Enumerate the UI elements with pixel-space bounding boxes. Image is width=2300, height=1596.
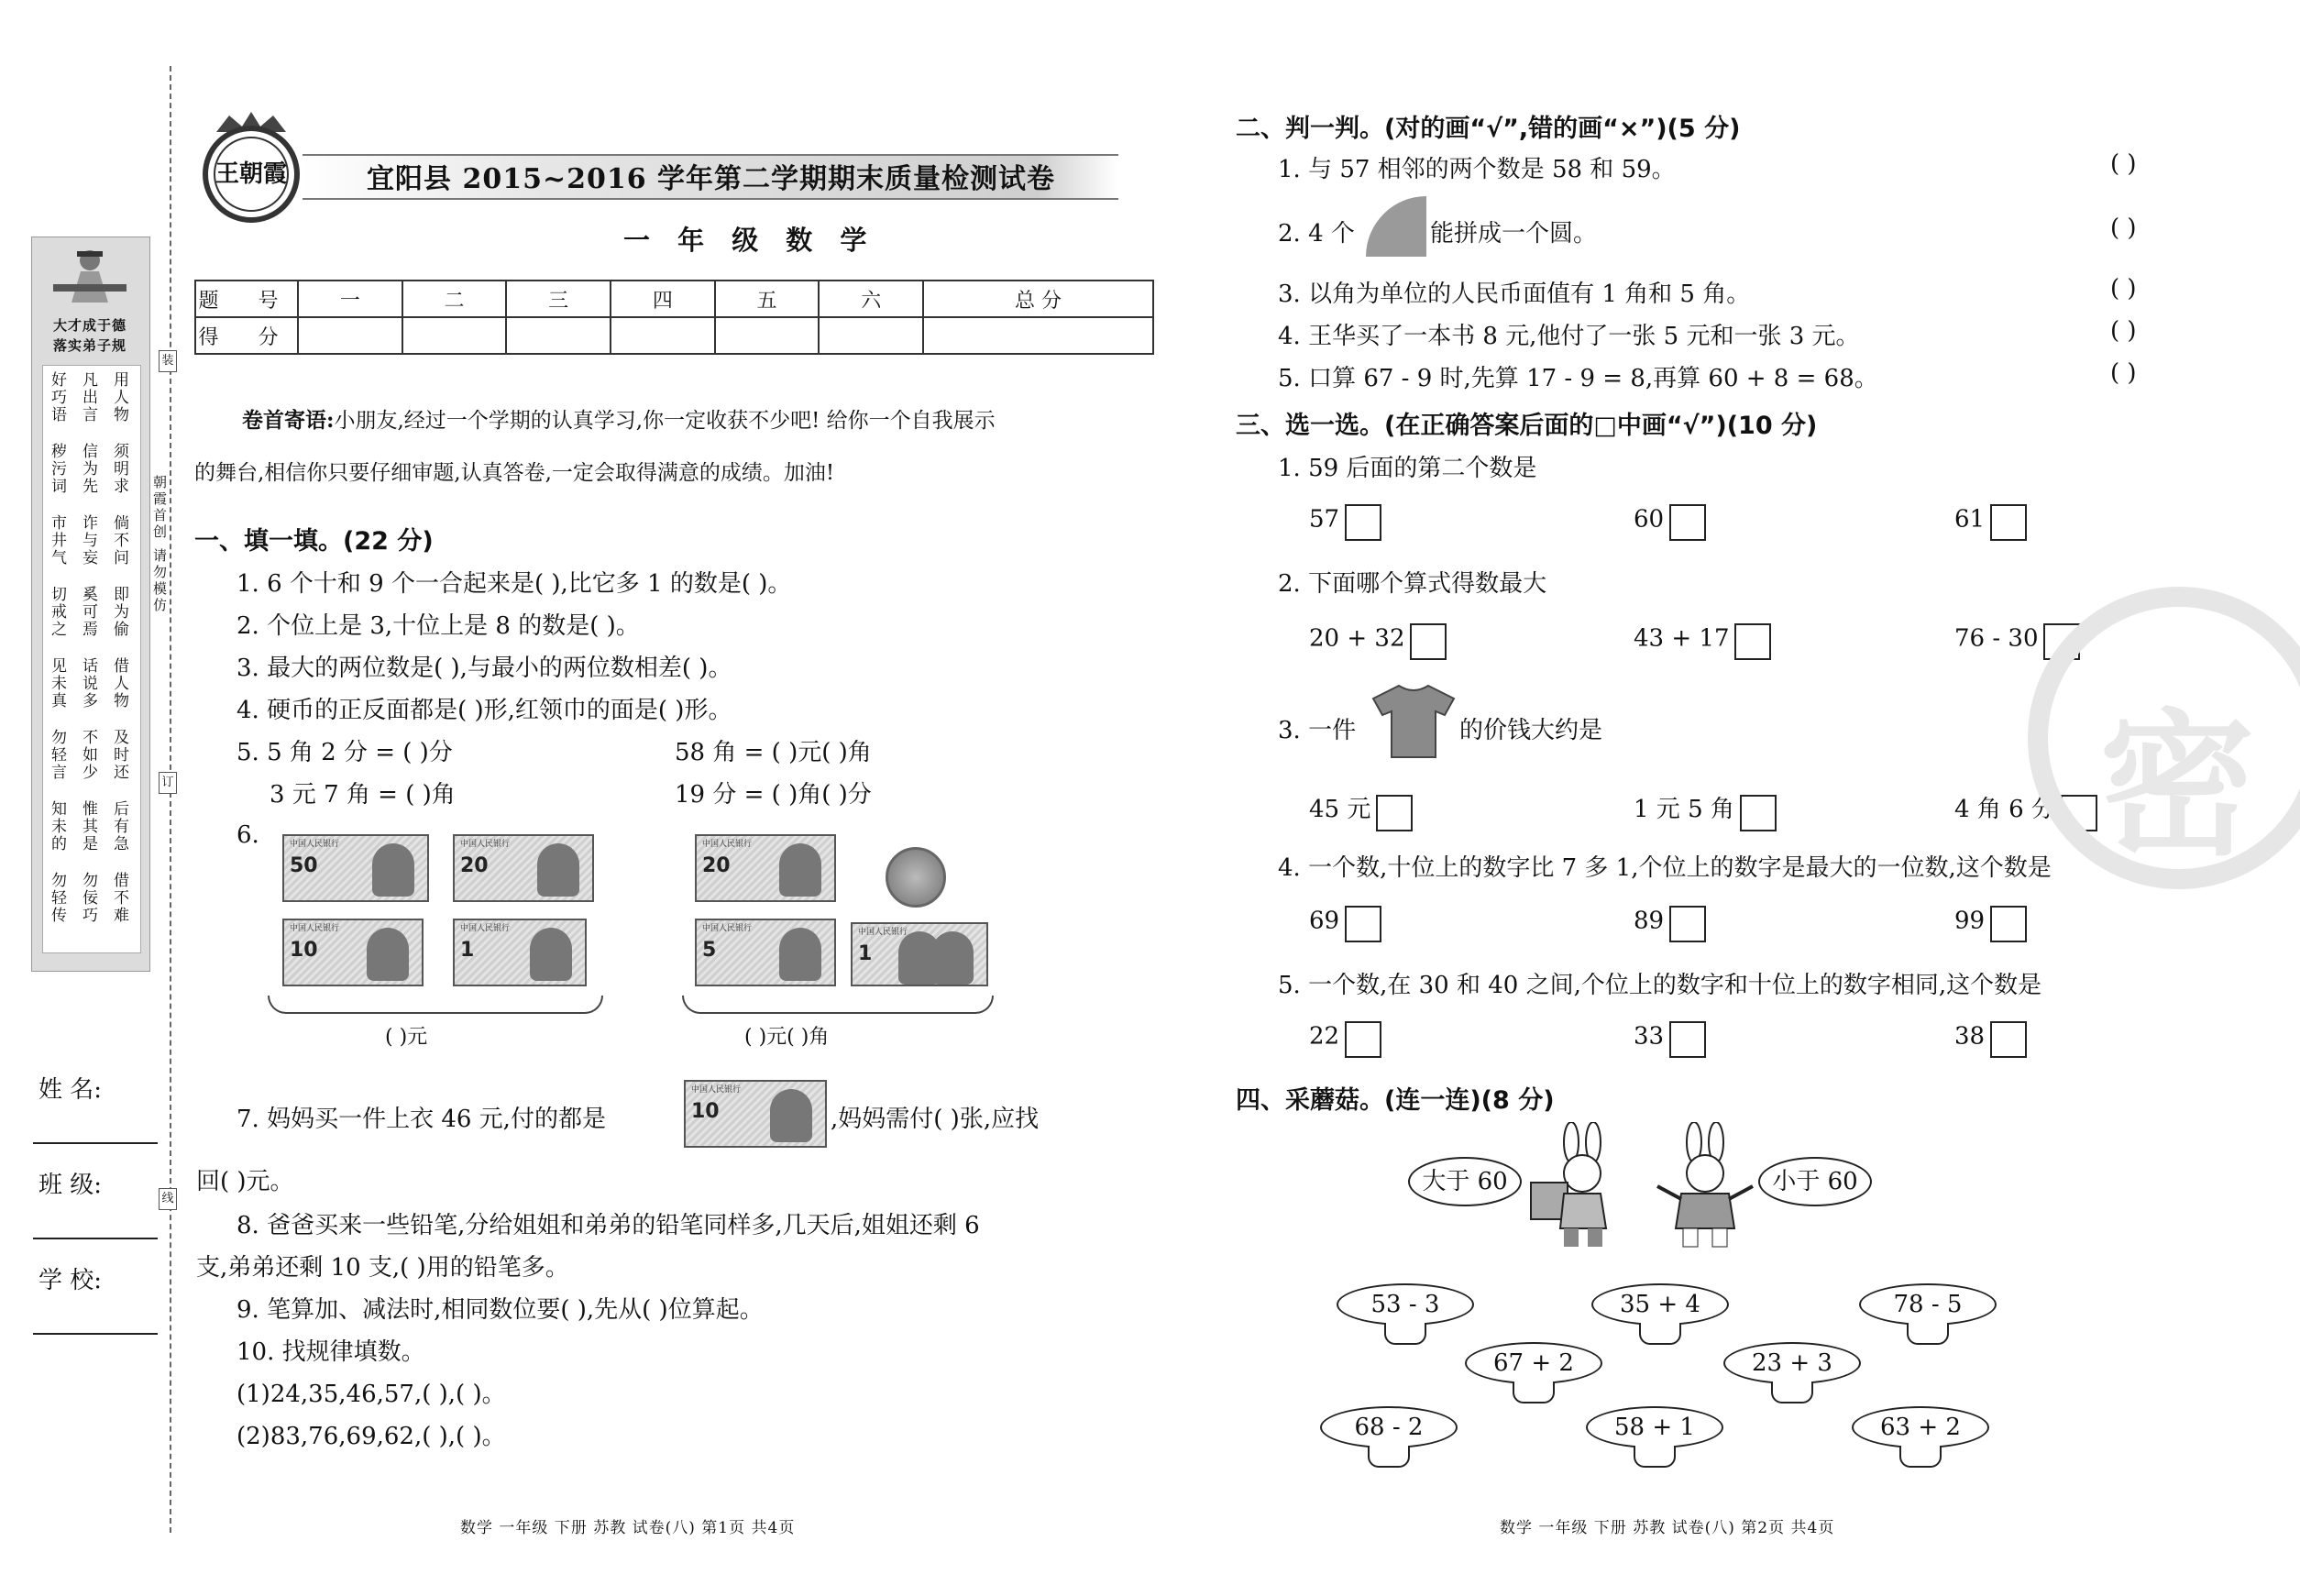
s1-question-7-line2: 回( )元。 (196, 1168, 294, 1195)
sidebar-proverb-column: 勿轻言 (48, 729, 66, 781)
mushroom-item[interactable]: 67 + 2 (1465, 1342, 1602, 1406)
mushroom-item[interactable]: 68 - 2 (1320, 1406, 1458, 1470)
footer-page-1: 数学 一年级 下册 苏教 试卷(八) 第1页 共4页 (460, 1519, 796, 1537)
label-less-than-60: 小于 60 (1758, 1157, 1872, 1206)
sidebar-proverb-column: 用人物 (110, 371, 128, 424)
s3-q3-option: 1 元 5 角 (1634, 790, 1777, 831)
s3-question-3a: 3. 一件 (1278, 717, 1357, 744)
s3-q5-option: 22 (1309, 1021, 1381, 1058)
tshirt-icon (1371, 682, 1456, 759)
quarter-circle-icon (1362, 193, 1428, 259)
s2-question-1: 1. 与 57 相邻的两个数是 58 和 59。 (1278, 156, 1676, 183)
sidebar-proverbs (42, 365, 141, 953)
s1-question-6-number: 6. (237, 821, 259, 849)
s1-question-8-line2: 支,弟弟还剩 10 支,( )用的铅笔多。 (196, 1254, 569, 1282)
sidebar-proverb-column: 须明求 (110, 443, 128, 495)
score-cell[interactable] (819, 317, 923, 354)
score-cell[interactable] (923, 317, 1153, 354)
sidebar-proverb-column: 凡出言 (79, 371, 97, 424)
s1-question-5b: 58 角 = ( )元( )角 (675, 739, 872, 766)
score-cell[interactable] (611, 317, 715, 354)
sidebar-proverb-column: 知未的 (48, 800, 66, 853)
mushroom-item[interactable]: 53 - 3 (1337, 1283, 1474, 1348)
preface-line-1 (242, 403, 996, 434)
class-field[interactable] (33, 1238, 158, 1239)
score-table-header: 四 (611, 281, 715, 317)
mushroom-item[interactable]: 63 + 2 (1852, 1406, 1989, 1470)
sidebar-proverb-column: 勿佞巧 (79, 872, 97, 924)
sidebar-proverb-column: 勿轻传 (48, 872, 66, 924)
s1-question-7-part2: ,妈妈需付( )张,应找 (831, 1106, 1040, 1133)
banknote-image: 中国人民银行 5 (695, 919, 836, 986)
s3-q2-option: 43 + 17 (1634, 623, 1771, 660)
s2-question-5: 5. 口算 67 - 9 时,先算 17 - 9 = 8,再算 60 + 8 = 68。 (1278, 365, 1878, 392)
sidebar-proverb-column: 惟其是 (79, 800, 97, 853)
s3-question-1: 1. 59 后面的第二个数是 (1278, 455, 1537, 482)
banknote-image: 中国人民银行 20 (453, 834, 594, 902)
checkbox[interactable] (1734, 623, 1771, 660)
s3-q4-option: 89 (1634, 906, 1706, 942)
s3-q3-option: 45 元 (1309, 790, 1413, 831)
score-table-header: 三 (506, 281, 611, 317)
mushroom-item[interactable]: 78 - 5 (1859, 1283, 1997, 1348)
score-cell[interactable] (715, 317, 820, 354)
score-table (194, 280, 1154, 355)
bind-mark: 订 (159, 772, 177, 794)
s2-question-3: 3. 以角为单位的人民币面值有 1 角和 5 角。 (1278, 281, 1751, 308)
coin-image (886, 847, 946, 908)
publisher-logo (196, 106, 306, 226)
sidebar-proverb-column: 不如少 (79, 729, 97, 781)
s1-question-9: 9. 笔算加、减法时,相同数位要( ),先从( )位算起。 (237, 1296, 764, 1324)
score-cell[interactable] (402, 317, 507, 354)
checkbox[interactable] (1990, 1021, 2027, 1058)
logo-text: 王朝霞 (215, 160, 288, 188)
s1-question-3: 3. 最大的两位数是( ),与最小的两位数相差( )。 (237, 655, 732, 682)
s1-question-2: 2. 个位上是 3,十位上是 8 的数是( )。 (237, 612, 640, 640)
footer-page-2: 数学 一年级 下册 苏教 试卷(八) 第2页 共4页 (1500, 1519, 1835, 1537)
preface-label: 卷首寄语: (242, 408, 335, 433)
s2-question-2a: 2. 4 个 (1278, 220, 1355, 248)
sidebar-proverb-column: 借人物 (110, 657, 128, 710)
s3-q4-option: 99 (1954, 906, 2027, 942)
answer-paren[interactable]: ( ) (2110, 317, 2137, 345)
school-label: 学 校: (39, 1267, 103, 1294)
mushroom-item[interactable]: 58 + 1 (1586, 1406, 1723, 1470)
score-row-label: 得 分 (195, 317, 298, 354)
sidebar-motto-1: 大才成于德 (52, 317, 127, 334)
s3-q1-option: 60 (1634, 504, 1706, 541)
section-2-title: 二、判一判。(对的画“√”,错的画“×”)(5 分) (1236, 115, 1741, 143)
preface-text-2: 的舞台,相信你只要仔细审题,认真答卷,一定会取得满意的成绩。加油! (194, 461, 835, 485)
score-table-header: 总 分 (923, 281, 1153, 317)
sidebar-proverb-column: 后有急 (110, 800, 128, 853)
sidebar-proverb-column: 好巧语 (48, 371, 66, 424)
sidebar-proverb-column: 借不难 (110, 872, 128, 924)
checkbox[interactable] (1990, 906, 2027, 942)
checkbox[interactable] (1669, 1021, 1706, 1058)
sidebar-proverb-column: 秽污词 (48, 443, 66, 495)
sidebar-proverb-column: 诈与妄 (79, 514, 97, 567)
rabbit-icon (1650, 1122, 1760, 1250)
answer-paren[interactable]: ( ) (2110, 150, 2137, 178)
sidebar-proverb-column: 奚可焉 (79, 586, 97, 638)
rabbit-with-basket-icon (1527, 1122, 1637, 1250)
banknote-image: 中国人民银行 1 (453, 919, 587, 986)
label-greater-than-60: 大于 60 (1408, 1157, 1522, 1206)
logo-emblem-icon (196, 106, 306, 226)
s1-question-5d: 19 分 = ( )角( )分 (675, 781, 872, 809)
s1-question-1: 1. 6 个十和 9 个一合起来是( ),比它多 1 的数是( )。 (237, 570, 792, 598)
score-cell[interactable] (298, 317, 402, 354)
s3-q1-option: 57 (1309, 504, 1381, 541)
brace-icon (268, 996, 603, 1014)
score-table-header: 二 (402, 281, 507, 317)
brace-icon (682, 996, 994, 1014)
checkbox[interactable] (1740, 795, 1777, 831)
s3-q5-option: 38 (1954, 1021, 2027, 1058)
section-4-title: 四、采蘑菇。(连一连)(8 分) (1236, 1086, 1555, 1115)
s3-q4-option: 69 (1309, 906, 1381, 942)
s1-question-5a: 5. 5 角 2 分 = ( )分 (237, 739, 453, 766)
sidebar-proverb-column: 信为先 (79, 443, 97, 495)
s3-q3-option: 4 角 6 分 (1954, 790, 2097, 831)
answer-paren[interactable]: ( ) (2110, 275, 2137, 303)
s2-question-2b: 能拼成一个圆。 (1430, 220, 1598, 248)
checkbox[interactable] (1376, 795, 1413, 831)
checkbox[interactable] (1669, 504, 1706, 541)
checkbox[interactable] (1990, 504, 2027, 541)
checkbox[interactable] (1410, 623, 1447, 660)
vertical-note: 朝霞首创 请勿模仿 (151, 475, 168, 614)
score-cell[interactable] (506, 317, 611, 354)
school-field[interactable] (33, 1333, 158, 1335)
sidebar-proverb-column: 话说多 (79, 657, 97, 710)
s1-question-10-2: (2)83,76,69,62,( ),( )。 (237, 1423, 506, 1450)
exam-subtitle: 一 年 级 数 学 (623, 225, 876, 256)
score-table-header-row (195, 281, 1153, 317)
s3-question-5: 5. 一个数,在 30 和 40 之间,个位上的数字和十位上的数字相同,这个数是 (1278, 972, 2042, 999)
bind-mark: 线 (159, 1188, 177, 1210)
checkbox[interactable] (1345, 1021, 1381, 1058)
bind-mark: 装 (159, 350, 177, 372)
s1-question-4: 4. 硬币的正反面都是( )形,红领巾的面是( )形。 (237, 697, 732, 724)
score-table-header: 五 (715, 281, 820, 317)
mushroom-item[interactable]: 23 + 3 (1723, 1342, 1861, 1406)
s3-q1-option: 61 (1954, 504, 2027, 541)
checkbox[interactable] (1345, 504, 1381, 541)
sidebar-motto-2: 落实弟子规 (52, 337, 127, 354)
banknote-image: 中国人民银行 20 (695, 834, 836, 902)
s1-question-8-line1: 8. 爸爸买来一些铅笔,分给姐姐和弟弟的铅笔同样多,几天后,姐姐还剩 6 (237, 1212, 980, 1239)
answer-paren[interactable]: ( ) (2110, 215, 2137, 242)
s1-q6-answer-right: ( )元( )角 (744, 1026, 830, 1049)
seal-glyph: 密 (2099, 696, 2256, 877)
banknote-image: 中国人民银行 10 (684, 1080, 827, 1148)
preface-text-1: 小朋友,经过一个学期的认真学习,你一定收获不少吧! 给你一个自我展示 (334, 409, 996, 433)
s2-question-4: 4. 王华买了一本书 8 元,他付了一张 5 元和一张 3 元。 (1278, 323, 1860, 350)
banknote-image: 中国人民银行 50 (282, 834, 429, 902)
s3-q2-option: 20 + 32 (1309, 623, 1447, 660)
section-1-title: 一、填一填。(22 分) (194, 527, 434, 556)
name-label: 姓 名: (39, 1076, 103, 1104)
sidebar-proverb-column: 倘不问 (110, 514, 128, 567)
score-table-score-row (195, 317, 1153, 354)
banknote-image: 中国人民银行 1 (851, 922, 988, 986)
s3-question-2: 2. 下面哪个算式得数最大 (1278, 570, 1547, 598)
s1-question-7-part1: 7. 妈妈买一件上衣 46 元,付的都是 (237, 1106, 606, 1133)
s1-q6-answer-left: ( )元 (385, 1026, 428, 1049)
s3-question-3b: 的价钱大约是 (1459, 717, 1603, 744)
scholar-illustration-icon (44, 248, 136, 304)
sidebar-proverb-column: 即为偷 (110, 586, 128, 638)
class-label: 班 级: (39, 1172, 103, 1199)
s3-q5-option: 33 (1634, 1021, 1706, 1058)
checkbox[interactable] (1669, 906, 1706, 942)
binding-line (170, 66, 171, 1533)
sidebar-proverb-column: 切戒之 (48, 586, 66, 638)
sidebar-proverb-column: 市井气 (48, 514, 66, 567)
checkbox[interactable] (1345, 906, 1381, 942)
section-3-title: 三、选一选。(在正确答案后面的□中画“√”)(10 分) (1236, 412, 1818, 440)
sidebar-proverb-column: 及时还 (110, 729, 128, 781)
name-field[interactable] (33, 1142, 158, 1144)
mushroom-item[interactable]: 35 + 4 (1591, 1283, 1729, 1348)
exam-title: 宜阳县 2015~2016 学年第二学期期末质量检测试卷 (367, 163, 1056, 195)
banknote-image: 中国人民银行 10 (282, 919, 424, 986)
s3-q2-option: 76 - 30 (1954, 623, 2080, 660)
answer-paren[interactable]: ( ) (2110, 359, 2137, 387)
s1-question-10: 10. 找规律填数。 (237, 1338, 425, 1366)
score-table-header: 六 (819, 281, 923, 317)
s3-question-4: 4. 一个数,十位上的数字比 7 多 1,个位上的数字是最大的一位数,这个数是 (1278, 854, 2052, 882)
score-table-header: 题 号 (195, 281, 298, 317)
s1-question-10-1: (1)24,35,46,57,( ),( )。 (237, 1381, 506, 1408)
sidebar-proverb-column: 见未真 (48, 657, 66, 710)
s1-question-5c: 3 元 7 角 = ( )角 (270, 781, 456, 809)
score-table-header: 一 (298, 281, 402, 317)
